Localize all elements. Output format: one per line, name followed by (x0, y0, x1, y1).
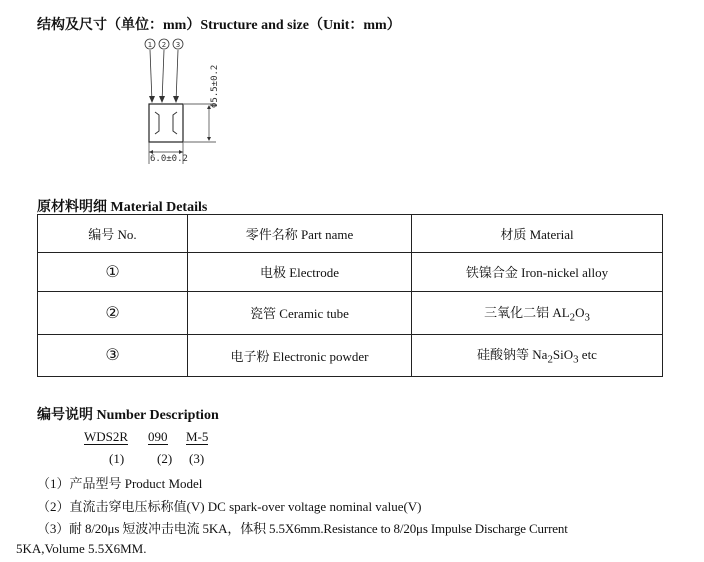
desc-line-4: 5KA,Volume 5.5X6MM. (16, 541, 147, 556)
svg-text:1: 1 (147, 41, 153, 49)
code-index-1: (1) (109, 451, 125, 466)
svg-text:2: 2 (161, 41, 167, 49)
row-no: ③ (38, 334, 188, 377)
row-material: 铁镍合金 Iron-nickel alloy (412, 252, 663, 291)
inner-electrode-right (173, 112, 177, 134)
width-label: 6.0±0.2 (150, 154, 188, 164)
row-part: 瓷管 Ceramic tube (188, 292, 412, 334)
material-table (37, 214, 663, 377)
code-part-current: M-5 (186, 429, 209, 444)
table-header-row (38, 215, 663, 253)
header-part-name: 零件名称 Part name (188, 215, 412, 253)
header-material: 材质 Material (412, 215, 663, 253)
desc-line-2: （2）直流击穿电压标称值(V) DC spark-over voltage nominal value(V) (37, 499, 422, 514)
code-index-2: (2) (157, 451, 173, 466)
height-dimension (184, 104, 216, 142)
arrester-body (149, 104, 183, 142)
row-no: ① (38, 252, 188, 291)
structure-title: 结构及尺寸（单位：mm）Structure and size（Unit：mm） (37, 18, 401, 33)
row-part: 电极 Electrode (188, 252, 412, 291)
number-desc-title: 编号说明 Number Description (37, 408, 219, 423)
row-material: 硅酸钠等 $Na_2SiO_3$ etc (412, 334, 663, 377)
code-part-voltage: 090 (148, 429, 168, 444)
table-row (38, 334, 663, 377)
row-part: 电子粉 Electronic powder (188, 334, 412, 377)
desc-line-3: （3）耐 8/20μs 短波冲击电流 5KA，体积 5.5X6mm.Resistance to 8/20μs Impulse Discharge Current (37, 521, 568, 536)
row-no: ② (38, 292, 188, 334)
desc-line-1: （1）产品型号 Product Model (37, 476, 203, 491)
table-row (38, 292, 663, 334)
leader-lines (150, 50, 178, 102)
code-part-model: WDS2R (84, 429, 129, 444)
code-index-3: (3) (189, 451, 205, 466)
leader-arrows (149, 96, 179, 103)
height-label: Φ5.5±0.2 (210, 64, 220, 108)
table-row (38, 252, 663, 291)
material-title: 原材料明细 Material Details (37, 200, 208, 215)
svg-text:3: 3 (175, 41, 181, 49)
inner-electrode-left (155, 112, 159, 134)
callout-markers (145, 39, 183, 49)
row-material: 三氧化二铝 $AL_2O_3$ (412, 292, 663, 334)
header-no: 编号 No. (38, 215, 188, 253)
